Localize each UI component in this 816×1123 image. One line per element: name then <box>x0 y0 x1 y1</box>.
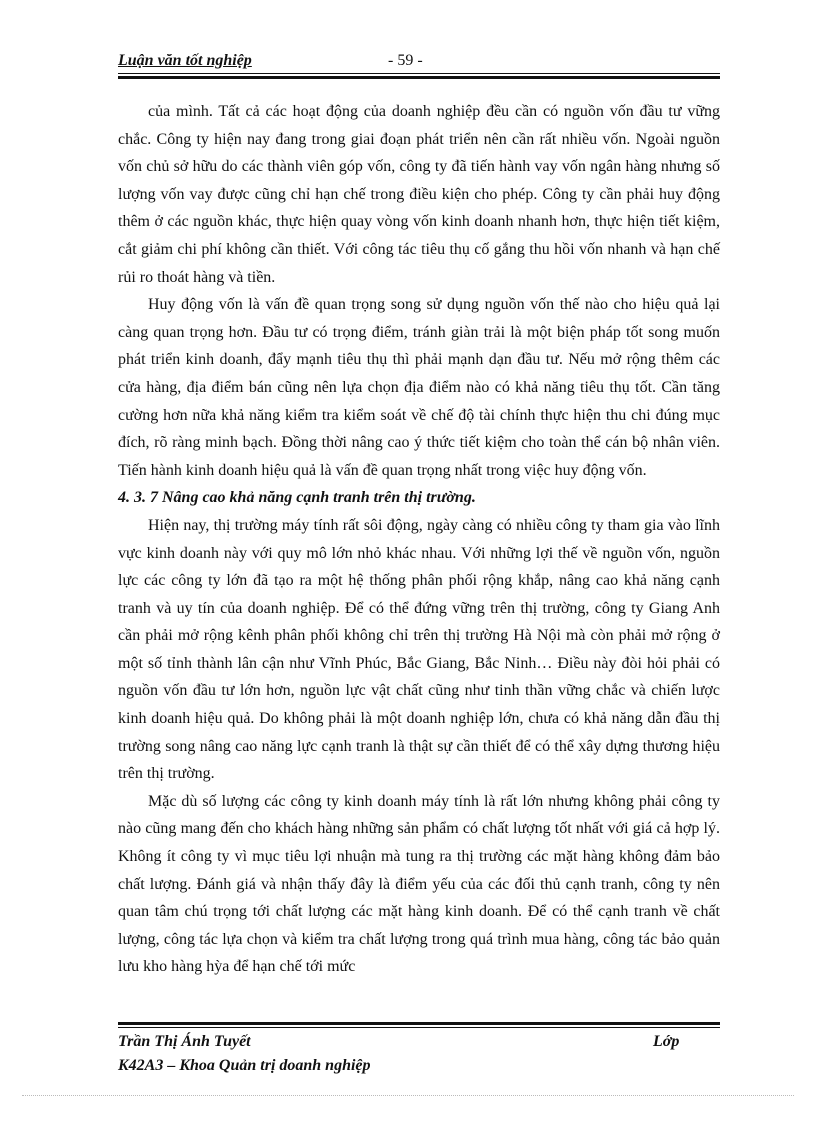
page-footer <box>118 1030 720 1078</box>
footer-author-line <box>118 1030 720 1054</box>
paragraph-4: Mặc dù số lượng các công ty kinh doanh máy tính là rất lớn nhưng không phải công ty nào cũng mang đến cho khách hàng những sản phẩm có chất lượng tốt nhất với giá cả hợp lý. Không ít công ty vì mục tiêu lợi nhuận mà tung ra thị trường các mặt hàng không đảm bảo chất lượng. Đánh giá và nhận thấy đây là điểm yếu của các đối thủ cạnh tranh, công ty nên quan tâm chú trọng tới chất lượng các mặt hàng kinh doanh. Để có thể cạnh tranh về chất lượng, công tác lựa chọn và kiểm tra chất lượng trong quá trình mua hàng, công tác bảo quản lưu kho hàng hỳa để hạn chế tới mức <box>118 792 720 976</box>
section-heading: 4. 3. 7 Nâng cao khả năng cạnh tranh trên thị trường. <box>118 489 476 507</box>
paragraph-2: Huy động vốn là vấn đề quan trọng song sử dụng nguồn vốn thế nào cho hiệu quả lại càng quan trọng hơn. Đầu tư có trọng điểm, tránh giàn trải là một biện pháp tốt song muốn phát triển kinh doanh, đẩy mạnh tiêu thụ thì phải mạnh dạn đầu tư. Nếu mở rộng thêm các cửa hàng, địa điểm bán cũng nên lựa chọn địa điểm nào có khả năng tiêu thụ tốt. Cần tăng cường hơn nữa khả năng kiểm tra kiểm soát về chế độ tài chính thực hiện thu chi đúng mục đích, rõ ràng minh bạch. Đồng thời nâng cao ý thức tiết kiệm cho toàn thể cán bộ nhân viên. Tiến hành kinh doanh hiệu quả là vấn đề quan trọng nhất trong việc huy động vốn. <box>118 296 720 479</box>
page-body <box>118 98 720 981</box>
header-rule-thin <box>118 73 720 74</box>
page-number: - 59 - <box>388 52 423 69</box>
paragraph-3: Hiện nay, thị trường máy tính rất sôi động, ngày càng có nhiều công ty tham gia vào lĩnh vực kinh doanh này với quy mô lớn nhỏ khác nhau. Với những lợi thế về nguồn vốn, nguồn lực các công ty lớn đã tạo ra một hệ thống phân phối rộng khắp, nâng cao khả năng cạnh tranh và uy tín của doanh nghiệp. Để có thể đứng vững trên thị trường, công ty Giang Anh cần phải mở rộng kênh phân phối không chỉ trên thị trường Hà Nội mà còn phải mở rộng ở một số tỉnh thành lân cận như Vĩnh Phúc, Bắc Giang, Bắc Ninh… Điều này đòi hỏi phải có nguồn vốn đầu tư lớn hơn, nguồn lực vật chất cũng như tinh thần vững chắc và chiến lược kinh doanh hiệu quả. Do không phải là một doanh nghiệp lớn, chưa có khả năng dẫn đầu thị trường song nâng cao năng lực cạnh tranh là thật sự cần thiết để có thể xây dựng thương hiệu trên thị trường. <box>118 516 720 783</box>
footer-author: Trần Thị Ánh Tuyết <box>118 1033 251 1050</box>
header-title: Luận văn tốt nghiệp <box>118 52 252 69</box>
footer-rule-thin <box>118 1027 720 1028</box>
footer-department: K42A3 – Khoa Quản trị doanh nghiệp <box>118 1057 371 1074</box>
page-bottom-border <box>22 1095 794 1096</box>
paragraph-1: của mình. Tất cả các hoạt động của doanh nghiệp đều cần có nguồn vốn đầu tư vững chắc. Công ty hiện nay đang trong giai đoạn phát triển nên cần rất nhiều vốn. Ngoài nguồn vốn chủ sở hữu do các thành viên góp vốn, công ty đã tiến hành vay vốn ngân hàng nhưng số lượng vốn vay được cũng chỉ hạn chế trong điều kiện cho phép. Công ty cần phải huy động thêm ở các nguồn khác, thực hiện quay vòng vốn kinh doanh nhanh hơn, thực hiện tiết kiệm, cắt giảm chi phí không cần thiết. Với công tác tiêu thụ cố gắng thu hồi vốn nhanh và hạn chế rủi ro thoát hàng và tiền. <box>118 103 720 286</box>
footer-rule-thick <box>118 1022 720 1025</box>
footer-department-line <box>118 1054 720 1078</box>
header-rule-thick <box>118 76 720 79</box>
page-header <box>118 52 718 74</box>
footer-class-label: Lớp <box>653 1033 680 1050</box>
